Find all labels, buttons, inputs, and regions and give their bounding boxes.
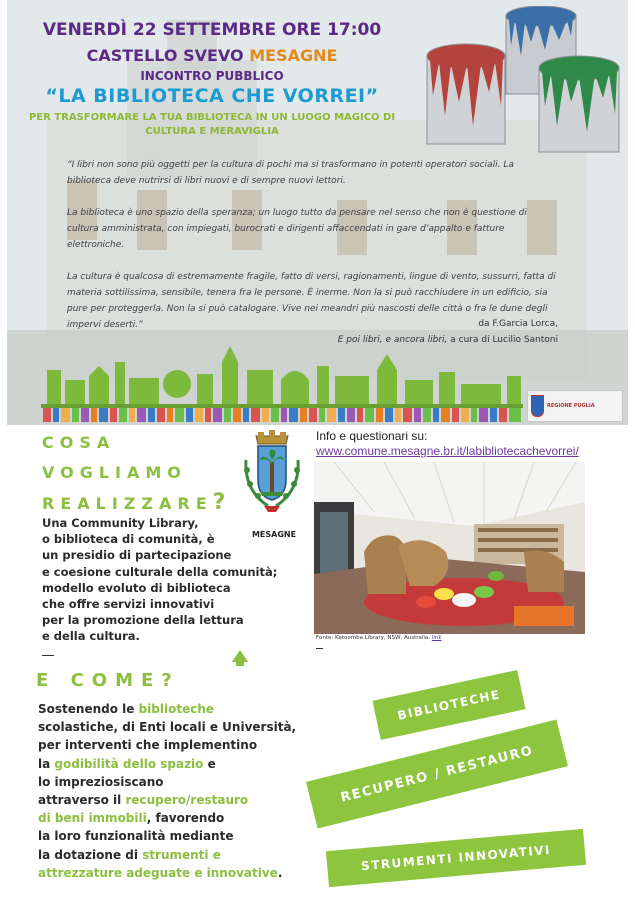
support-description — [38, 700, 298, 882]
description-line: modello evoluto di biblioteca — [42, 580, 231, 595]
description-line: scolastiche, di Enti locali e Università, — [38, 720, 297, 735]
quote-paragraph: “I libri non sono più oggetti per la cultura di pochi ma si trasformano in potenti operatori sociali. La biblioteca deve nutrirsi di libri nuovi e di sempre nuovi lettori. — [67, 160, 514, 186]
tag-recupero-restauro: RECUPERO / RESTAURO — [306, 720, 568, 829]
info-label: Info e questionari su: — [316, 429, 428, 443]
description-line: Sostenendo le biblioteche — [38, 702, 215, 716]
description-line: per interventi che implementino — [38, 738, 258, 753]
section-heading-come: E COME? — [36, 670, 180, 691]
event-location — [7, 46, 417, 65]
info-block — [316, 429, 579, 459]
regione-puglia-logo — [527, 390, 623, 422]
regione-crest-icon — [531, 395, 544, 417]
heading-line: COSA — [42, 433, 116, 452]
quote-author: da F.Garcia Lorca, — [478, 319, 558, 329]
mesagne-coat-of-arms — [238, 430, 306, 514]
photo-caption: Fonte: Katoomba Library, NSW, Australia, link — [316, 635, 442, 641]
event-main-title: “LA BIBLIOTECA CHE VORREI” — [45, 85, 379, 107]
library-interior-photo — [314, 462, 585, 634]
heading-line: REALIZZARE? — [42, 490, 226, 515]
description-line: la godibilità dello spazio e — [38, 756, 216, 771]
description-line: e della cultura. — [42, 629, 140, 644]
divider — [316, 648, 323, 649]
arrow-up-icon-stem — [236, 661, 244, 666]
quote-paragraph: La biblioteca è uno spazio della speranza; un luogo tutto da pensare nel senso che non è questione di cultura amministrata, con impiegati, burocrati e dirigenti affaccendati in gare d’appalto e fatture elettroniche. — [67, 208, 527, 250]
photo-source-link[interactable]: link — [431, 635, 442, 641]
description-line: e coesione culturale della comunità; — [42, 564, 278, 579]
heading-line: VOGLIAMO — [42, 463, 187, 482]
description-line: lo impreziosiscano — [38, 774, 164, 789]
regione-label: REGIONE PUGLIA — [547, 403, 595, 409]
paint-cans-image — [421, 6, 628, 156]
event-type: INCONTRO PUBBLICO — [140, 69, 284, 83]
description-line: per la promozione della lettura — [42, 613, 244, 628]
green-skyline-books-illustration — [37, 340, 527, 422]
questionnaire-link[interactable]: www.comune.mesagne.br.it/labibliotecachevorrei/ — [316, 444, 579, 458]
emblem-city-label: MESAGNE — [251, 530, 297, 539]
quote-paragraph: La cultura è qualcosa di estremamente fragile, fatto di versi, ragionamenti, lingue di vento, sussurri, fatta di materia sottilissima, sensibile, tenera fra le persone. È inerme. Non la si può racchiudere in un edificio, sia pure per proteggerla. Non la si può catalogare. Vive nei meandri più nascosti delle città o fra le dune degli impervi deserti.” — [67, 272, 556, 330]
description-line: Una Community Library, — [42, 516, 199, 530]
event-location-prefix: CASTELLO SVEVO — [86, 46, 250, 65]
event-date: VENERDÌ 22 SETTEMBRE ORE 17:00 — [42, 20, 382, 40]
description-line: attraverso il recupero/restauro — [38, 793, 249, 808]
tag-strumenti-innovativi: STRUMENTI INNOVATIVI — [326, 829, 586, 887]
description-line: un presidio di partecipazione — [42, 548, 232, 563]
description-line: che offre servizi innovativi — [42, 597, 215, 612]
description-line: la loro funzionalità mediante — [38, 829, 234, 844]
description-line: la dotazione di strumenti e — [38, 847, 221, 862]
description-line: di beni immobili, favorendo — [38, 811, 225, 826]
event-subtitle: PER TRASFORMARE LA TUA BIBLIOTECA IN UN LUOGO MAGICO DI CULTURA E MERAVIGLIA — [28, 112, 396, 137]
tag-biblioteche: BIBLIOTECHE — [372, 670, 525, 740]
section-heading-cosa — [42, 428, 225, 518]
description-line: o biblioteca di comunità, è — [42, 532, 215, 547]
description-line: attrezzature adeguate e innovative. — [38, 865, 283, 880]
divider — [42, 655, 54, 656]
event-title-block — [7, 20, 417, 139]
event-location-city: MESAGNE — [249, 46, 338, 65]
event-banner — [7, 0, 628, 425]
quote-source: E poi libri, e ancora libri, a cura di Lucilio Santoni — [337, 335, 558, 345]
